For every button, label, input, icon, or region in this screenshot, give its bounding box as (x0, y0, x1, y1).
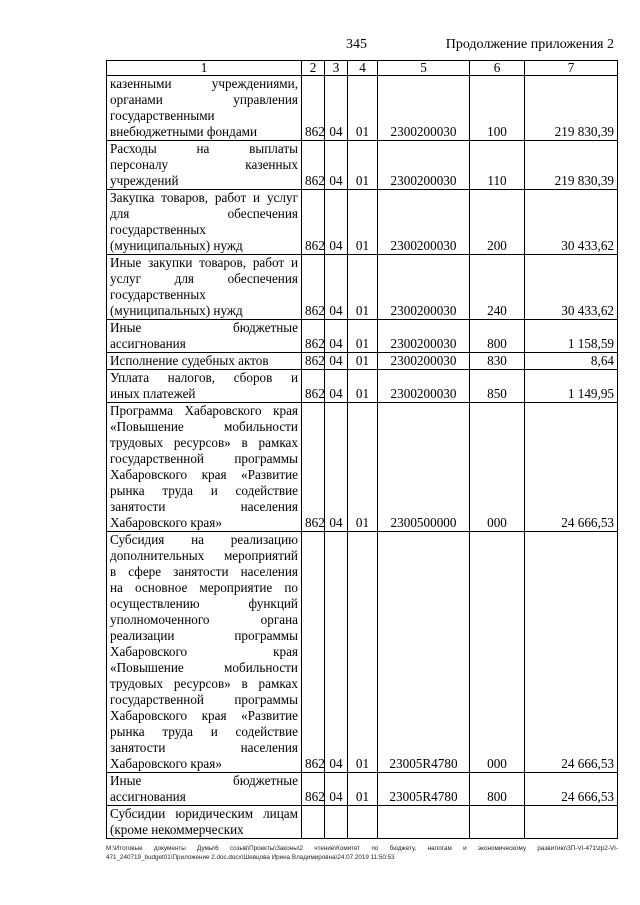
description-line: (кроме некоммерческих (110, 822, 244, 837)
description-line: Хабаровского края «Развитие (110, 708, 298, 723)
expense-type-code: 240 (470, 255, 525, 320)
column-header: 1 (107, 61, 302, 76)
description-line: трудовых ресурсов» в рамках (110, 435, 298, 450)
amount: 24 666,53 (525, 773, 618, 806)
amount: 30 433,62 (525, 255, 618, 320)
admin-code: 862 (302, 190, 325, 255)
continuation-header: Продолжение приложения 2 (445, 37, 614, 52)
admin-code: 862 (302, 773, 325, 806)
target-article-code: 23005R4780 (378, 532, 470, 773)
description-line: (муниципальных) нужд (110, 303, 243, 318)
target-article-code: 2300200030 (378, 76, 470, 141)
description-line: рынка труда и содействие (110, 483, 298, 498)
section-code: 04 (325, 76, 348, 141)
description-line: Хабаровского края» (110, 515, 222, 530)
section-code: 04 (325, 403, 348, 532)
column-header: 6 (470, 61, 525, 76)
description-line: дополнительных мероприятий (110, 548, 298, 563)
expense-type-code: 830 (470, 353, 525, 370)
expense-type-code: 850 (470, 370, 525, 403)
expense-type-code: 100 (470, 76, 525, 141)
description-line: реализации программы (110, 628, 298, 643)
description-line: трудовых ресурсов» в рамках (110, 676, 298, 691)
description-line: Закупка товаров, работ и услуг (110, 190, 298, 205)
description-line: Хабаровского края» (110, 756, 222, 771)
expense-type-code: 800 (470, 773, 525, 806)
description-line: персоналу казенных (110, 157, 298, 172)
amount: 24 666,53 (525, 532, 618, 773)
subsection-code (348, 806, 378, 839)
section-code: 04 (325, 370, 348, 403)
admin-code: 862 (302, 532, 325, 773)
description-line: уполномоченного органа (110, 612, 298, 627)
target-article-code: 2300200030 (378, 353, 470, 370)
description-line: Программа Хабаровского края (110, 403, 298, 418)
description-line: в сфере занятости населения (110, 564, 298, 579)
table-row (107, 773, 618, 806)
description-line: государственных (110, 287, 206, 302)
column-header: 7 (525, 61, 618, 76)
description-line: Расходы на выплаты (110, 141, 298, 156)
description-line: рынка труда и содействие (110, 724, 298, 739)
expense-type-code: 110 (470, 141, 525, 190)
column-header: 3 (325, 61, 348, 76)
subsection-code: 01 (348, 370, 378, 403)
budget-table (106, 60, 618, 839)
page-number: 345 (346, 37, 367, 52)
admin-code: 862 (302, 370, 325, 403)
table-row (107, 76, 618, 141)
description-line: государственными (110, 108, 215, 123)
description-line: Субсидия на реализацию (110, 532, 298, 547)
subsection-code: 01 (348, 190, 378, 255)
target-article-code: 2300200030 (378, 370, 470, 403)
description-line: казенными учреждениями, (110, 76, 298, 91)
table-row (107, 190, 618, 255)
description-line: «Повышение мобильности (110, 660, 298, 675)
description-line: услуг для обеспечения (110, 271, 298, 286)
amount: 30 433,62 (525, 190, 618, 255)
description-line: государственной программы (110, 692, 298, 707)
description-line: Хабаровского края (110, 644, 298, 659)
table-row (107, 370, 618, 403)
column-header: 5 (378, 61, 470, 76)
description-line: Субсидии юридическим лицам (110, 806, 298, 821)
expense-type-code (470, 806, 525, 839)
target-article-code: 2300200030 (378, 190, 470, 255)
description-line: Иные закупки товаров, работ и (110, 255, 298, 270)
amount: 1 158,59 (525, 320, 618, 353)
description-line: ассигнования (110, 789, 186, 804)
description-line: иных платежей (110, 386, 196, 401)
row-description (107, 370, 302, 403)
description-line: занятости населения (110, 499, 298, 514)
subsection-code: 01 (348, 403, 378, 532)
row-description (107, 806, 302, 839)
admin-code: 862 (302, 353, 325, 370)
admin-code: 862 (302, 141, 325, 190)
admin-code: 862 (302, 403, 325, 532)
description-line: ассигнования (110, 336, 186, 351)
admin-code (302, 806, 325, 839)
subsection-code: 01 (348, 532, 378, 773)
admin-code: 862 (302, 76, 325, 141)
description-line: занятости населения (110, 740, 298, 755)
description-line: Иные бюджетные (110, 773, 298, 788)
row-description (107, 532, 302, 773)
row-description (107, 353, 302, 370)
table-header-row (107, 61, 618, 76)
table-row (107, 255, 618, 320)
table-row (107, 806, 618, 839)
description-line: Хабаровского края «Развитие (110, 467, 298, 482)
description-line: осуществлению функций (110, 596, 298, 611)
description-line: органами управления (110, 92, 298, 107)
description-line: «Повышение мобильности (110, 419, 298, 434)
section-code: 04 (325, 353, 348, 370)
amount (525, 806, 618, 839)
admin-code: 862 (302, 320, 325, 353)
target-article-code: 2300200030 (378, 255, 470, 320)
subsection-code: 01 (348, 320, 378, 353)
table-row (107, 532, 618, 773)
row-description (107, 76, 302, 141)
description-line: государственных (110, 222, 206, 237)
expense-type-code: 200 (470, 190, 525, 255)
row-description (107, 141, 302, 190)
section-code: 04 (325, 320, 348, 353)
description-line: Иные бюджетные (110, 320, 298, 335)
row-description (107, 773, 302, 806)
section-code: 04 (325, 255, 348, 320)
description-line: Уплата налогов, сборов и (110, 370, 298, 385)
table-row (107, 403, 618, 532)
description-line: для обеспечения (110, 206, 298, 221)
expense-type-code: 000 (470, 532, 525, 773)
target-article-code: 2300200030 (378, 141, 470, 190)
row-description (107, 190, 302, 255)
subsection-code: 01 (348, 141, 378, 190)
subsection-code: 01 (348, 773, 378, 806)
document-path-footer: M:\Итоговые документы Думы\6 созыв\Проекты\Законы\2 чтение\Комитет по бюджету, налогам и экономическому развитию\ЗП-VI-471\zp2-VI-471_240719_budget01\Приложение 2.doc.docx\Шевцова Ирина Владимировна\24.07.2019 11:50:53 (106, 845, 618, 861)
column-header: 2 (302, 61, 325, 76)
subsection-code: 01 (348, 76, 378, 141)
section-code: 04 (325, 141, 348, 190)
target-article-code (378, 806, 470, 839)
row-description (107, 403, 302, 532)
amount: 1 149,95 (525, 370, 618, 403)
section-code: 04 (325, 773, 348, 806)
description-line: учреждений (110, 173, 179, 188)
amount: 219 830,39 (525, 76, 618, 141)
description-line: внебюджетными фондами (110, 124, 258, 139)
description-line: (муниципальных) нужд (110, 238, 243, 253)
section-code: 04 (325, 190, 348, 255)
amount: 24 666,53 (525, 403, 618, 532)
table-row (107, 320, 618, 353)
table-row (107, 353, 618, 370)
amount: 8,64 (525, 353, 618, 370)
description-line: государственной программы (110, 451, 298, 466)
target-article-code: 23005R4780 (378, 773, 470, 806)
target-article-code: 2300200030 (378, 320, 470, 353)
description-line: Исполнение судебных актов (110, 353, 269, 368)
admin-code: 862 (302, 255, 325, 320)
description-line: на основное мероприятие по (110, 580, 298, 595)
section-code (325, 806, 348, 839)
subsection-code: 01 (348, 353, 378, 370)
expense-type-code: 000 (470, 403, 525, 532)
row-description (107, 255, 302, 320)
column-header: 4 (348, 61, 378, 76)
subsection-code: 01 (348, 255, 378, 320)
section-code: 04 (325, 532, 348, 773)
amount: 219 830,39 (525, 141, 618, 190)
row-description (107, 320, 302, 353)
expense-type-code: 800 (470, 320, 525, 353)
target-article-code: 2300500000 (378, 403, 470, 532)
table-row (107, 141, 618, 190)
